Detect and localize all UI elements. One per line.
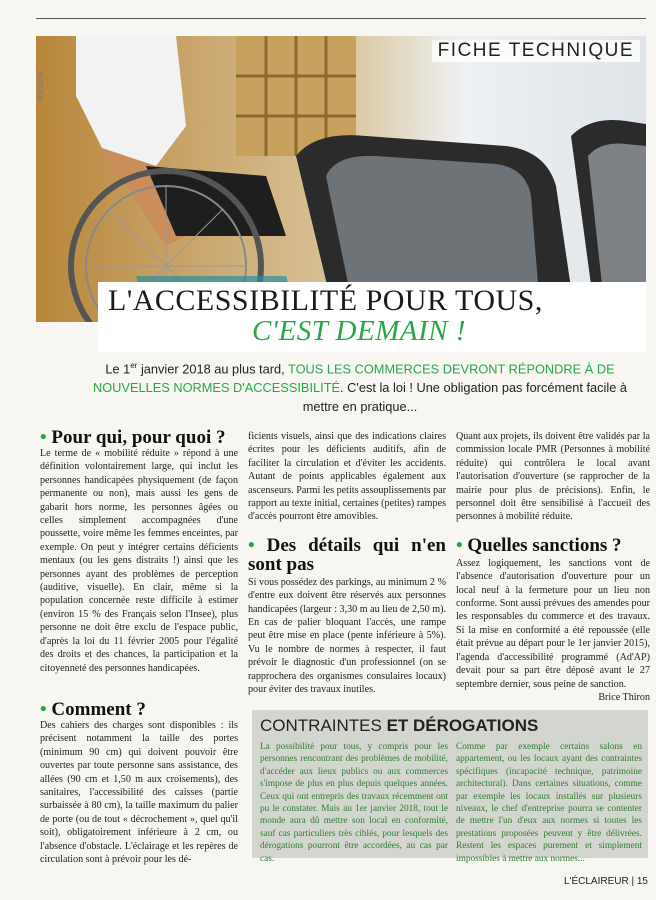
body-details: Si vous possédez des parkings, au minimum 2 % d'entre eux doivent être réservés aux personnes handicapées (largeur : 3,30 m au lieu de 2,50 m). En cas de palier bloquant l'accès, une rampe peut être mise en place (pente inférieure à 5%). Vu le nombre de normes à respecter, il faut prévoir le diagnostic d'un professionnel (on se rapprochera des organismes consulaires locaux) pour éviter des travaux inutiles. (248, 576, 446, 696)
headline-line2: C'EST DEMAIN ! (251, 315, 466, 347)
headline-line1: L'ACCESSIBILITÉ POUR TOUS, (108, 284, 543, 317)
body-pour-qui: Le terme de « mobilité réduite » répond à une définition volontairement large, qui inclut les personnes handicapées physiquement (de façon permanente ou non), mais aussi les gens de gabarit hors norme, les personnes âgées ou celles simplement accompagnées d'une poussette, voire même les femmes enceintes, par exemple. On peut y intégrer certains déficients mentaux (ou les gens distraits !) ainsi que les personnes ayant des problèmes de perception (auditive, visuelle). En clair, même si la population concernée reste difficile à estimer (environ 15 % des Français selon l'Insee), plus personne ne doit être exclu de l'espace public, d'après la loi du 11 février 2005 pour l'égalité des droits et des chances, la participation et la citoyenneté des personnes handicapées. (40, 448, 238, 674)
hero-photo (36, 36, 646, 322)
box-column-1: La possibilité pour tous, y compris pour les personnes rencontrant des problèmes de mobilité, d'accéder aux lieux publics ou aux commerces s'impose de plus en plus depuis quelques années. Ceux qui ont entrepris des travaux récemment ont pu le constater. Mais au 1er janvier 2018, tout le monde aura dû mettre son local en conformité, sauf cas particuliers très ciblés, pour lesquels des dérogations pourront être accordées, au cas par cas. (260, 742, 448, 864)
photo-credit: FOTOLIA (36, 72, 43, 102)
page-footer: L'ÉCLAIREUR | 15 (564, 876, 648, 887)
column-1-bottom (40, 700, 238, 866)
heading-comment: • Comment ? (40, 699, 146, 720)
box-column-2: Comme par exemple certains salons en appartement, ou les locaux ayant des contraintes spécifiques (incapacité technique, patrimoine architectural). Dans certaines situations, comme par exemple les locaux installés sur plusieurs niveaux, le chef d'entreprise pourra se contenter de mettre l'un d'eux aux normes si toutes les prestations proposées peuvent y être délivrées. Restent les espaces purement et simplement impossibles à mettre aux normes... (456, 742, 642, 864)
heading-details: • Des détails qui n'en sont pas (248, 534, 446, 575)
lede-paragraph: Le 1er janvier 2018 au plus tard, TOUS LES COMMERCES DEVRONT RÉPONDRE À DE NOUVELLES NORMES D'ACCESSIBILITÉ. C'est la loi ! Une obligation pas forcément facile à mettre en pratique... (92, 361, 628, 415)
body-col2-top: ficients visuels, ainsi que des indications claires écrites pour les déficients auditifs, afin de faciliter la circulation et d'éviter les accidents. Autant de points applicables également aux ascenseurs. Parmi les petits assouplissements par rapport au texte initial, certaines (petites) rampes d'accès pourront être amovibles. (248, 431, 446, 523)
magazine-name: L'ÉCLAIREUR (564, 876, 629, 887)
lede-highlight: TOUS LES COMMERCES DEVRONT RÉPONDRE À DE NOUVELLES NORMES D'ACCESSIBILITÉ (92, 361, 615, 396)
page-number: 15 (636, 876, 648, 887)
body-col3-top: Quant aux projets, ils doivent être validés par la commission locale PMR (Personnes à mobilité réduite) qui contrôlera le local avant l'autorisation d'ouverture (se rapprocher de la mairie pour plus de précisions). Enfin, le personnel doit être sensibilisé à l'accueil des personnes à mobilité réduite. (456, 431, 650, 523)
heading-sanctions: • Quelles sanctions ? (456, 534, 622, 556)
body-sanctions: Assez logiquement, les sanctions vont de l'absence d'autorisation d'ouverture pour un local neuf à la fermeture pour un lieu non conforme. Sont aussi prévues des amendes pour les responsables du commerce et des travaux. Si la mise en conformité a été repoussée (elle était prévue au départ pour le 1er janvier 2015), l'agenda d'accessibilité programmé (Ad'AP) devait pour sa part être déposé avant le 27 septembre dernier, sous peine de sanction. (456, 557, 650, 690)
author-signature: Brice Thiron (598, 691, 650, 703)
section-kicker: FICHE TECHNIQUE (432, 40, 640, 62)
heading-pour-qui: • Pour qui, pour quoi ? (40, 427, 226, 448)
body-comment: Des cahiers des charges sont disponibles : ils précisent notamment la taille des portes (minimum 90 cm) qui doivent pouvoir être ouvertes par toute personne sans assistance, des allées (90 cm et 1,50 m aux croisements), des sanitaires, l'accessibilité des caisses (partie surbaissée à 80 cm), la taille maximum du palier de porte (ou de tout « décrochement », quel qu'il soit), obligatoirement inférieure à 2 cm, ou l'absence d'obstacle. L'éclairage et les repères de circulation sont à prévoir pour les dé- (40, 720, 238, 866)
top-rule (36, 18, 646, 19)
box-title: CONTRAINTES ET DÉROGATIONS (260, 716, 539, 735)
column-1 (40, 428, 238, 675)
column-2 (248, 430, 446, 697)
column-3 (456, 430, 650, 704)
